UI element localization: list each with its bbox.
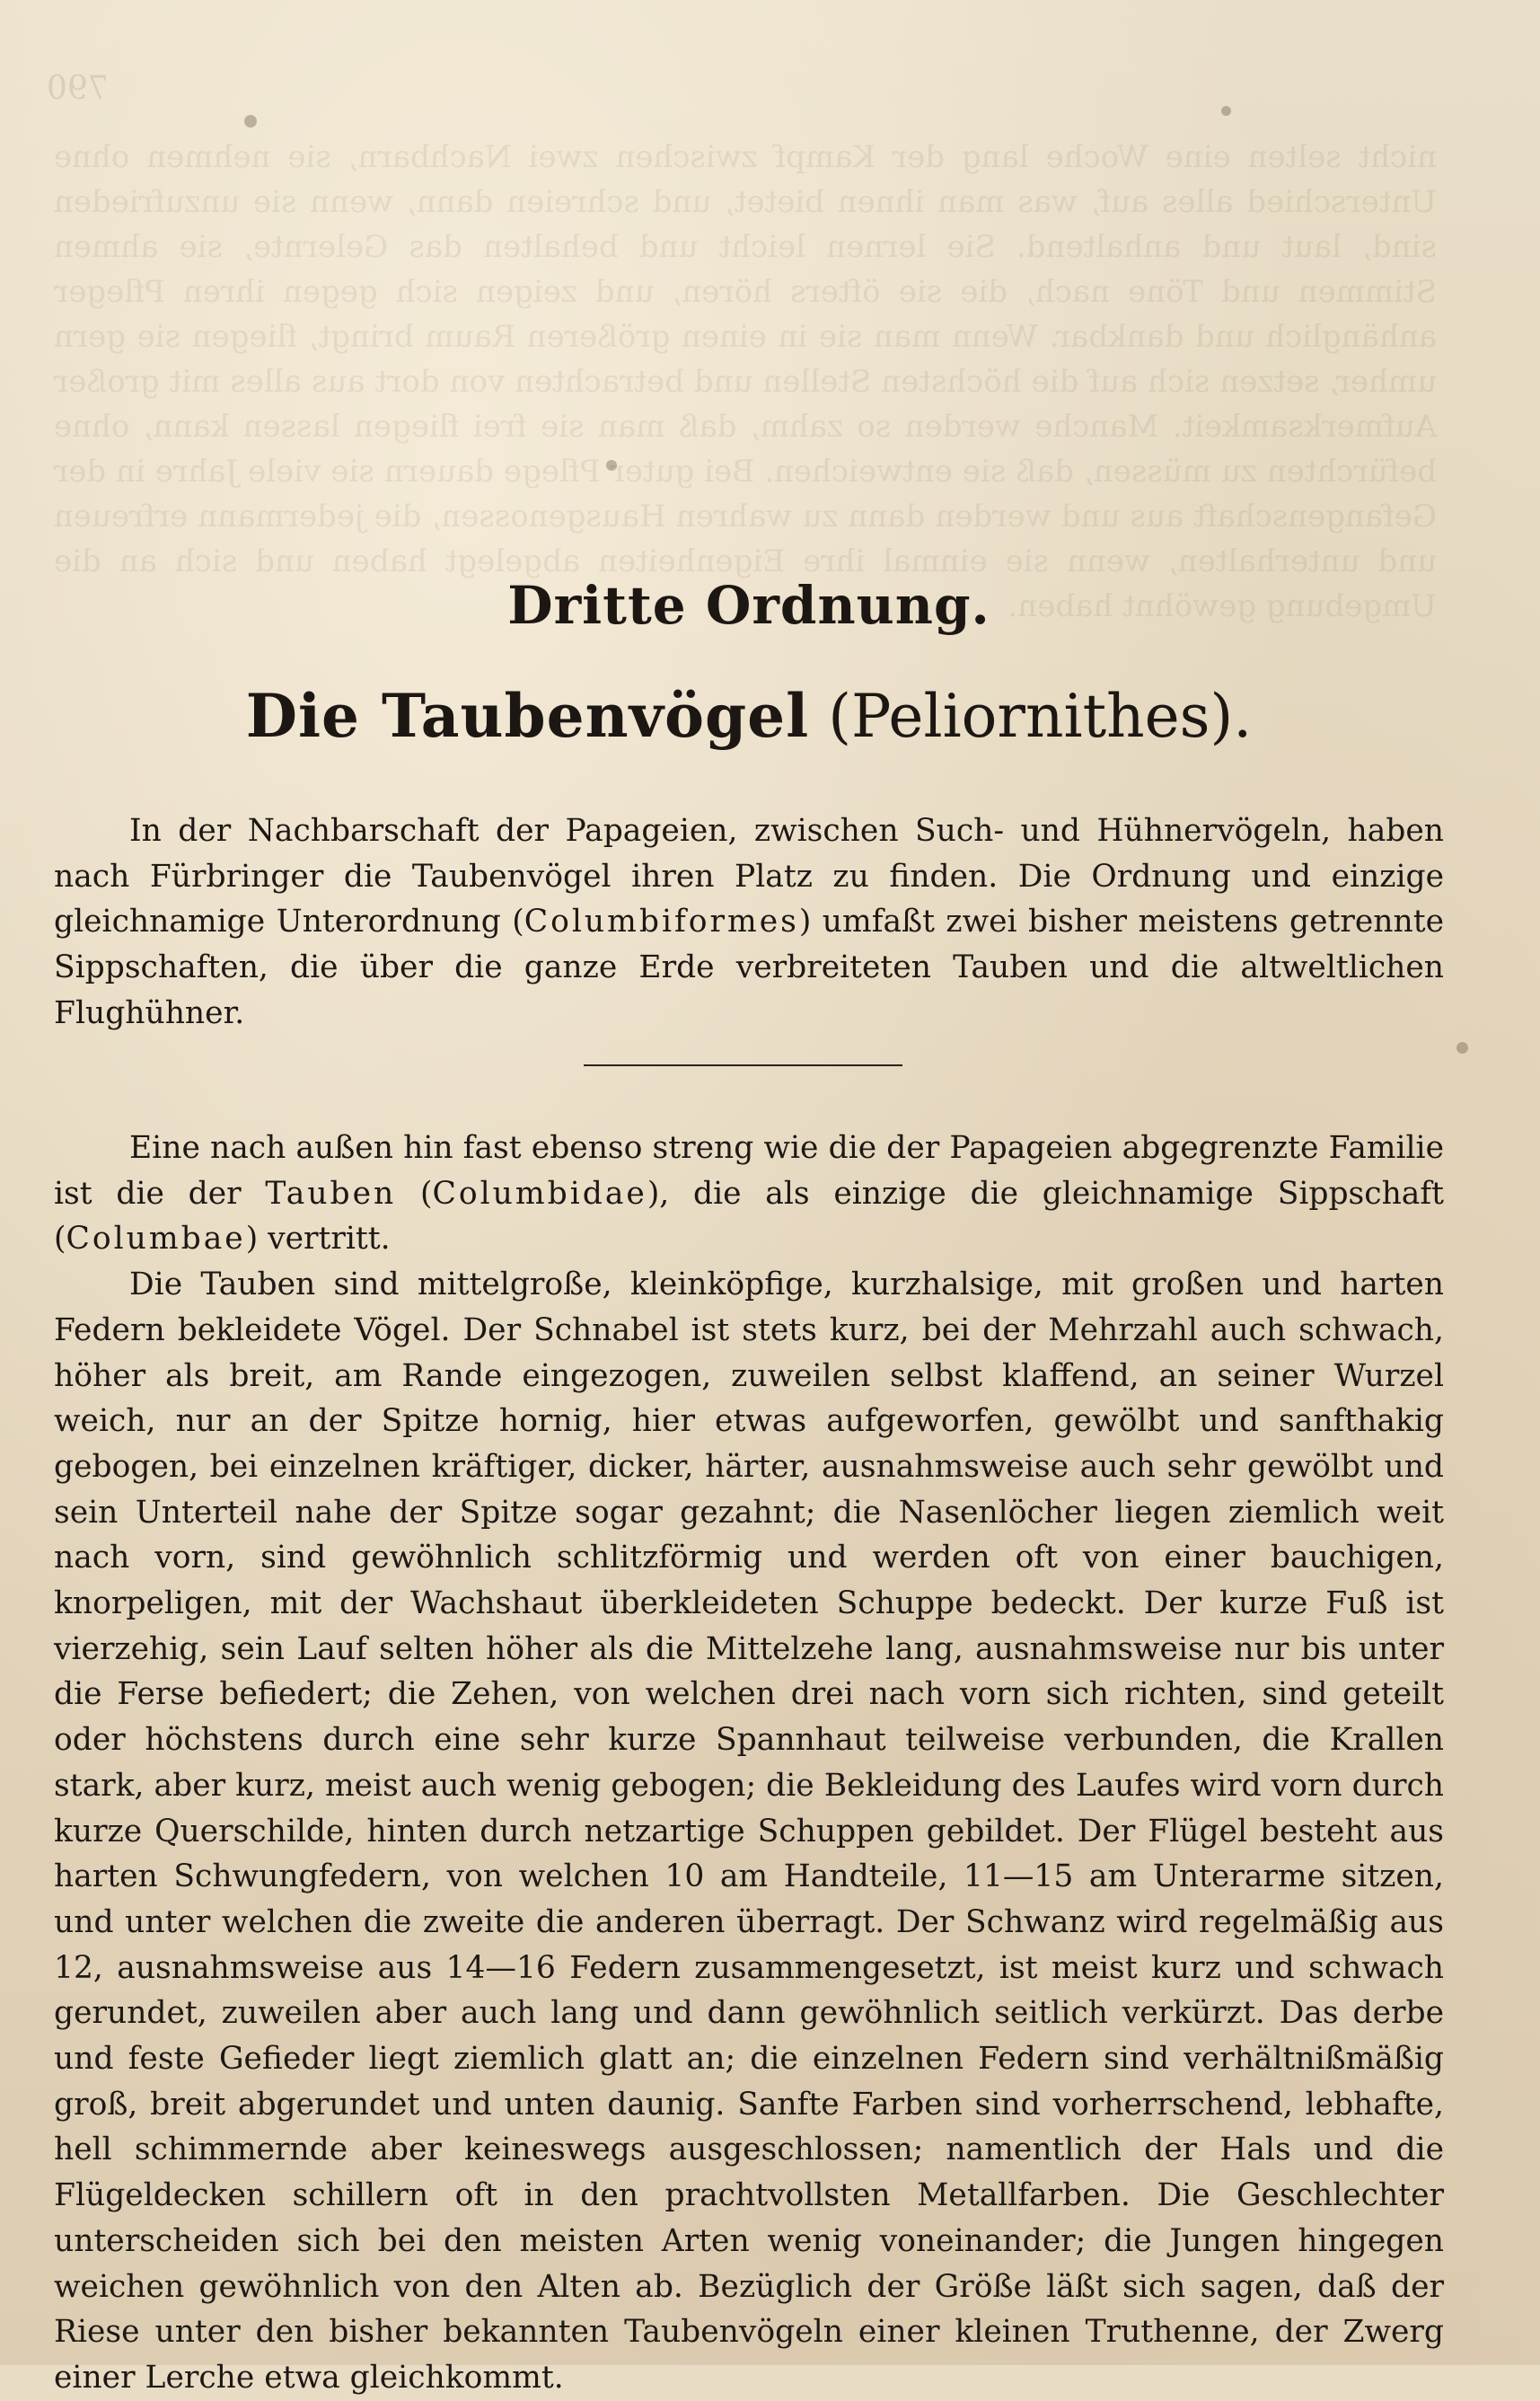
intro-text-1: In der Nachbarschaft der Papageien, zwischen Such- und Hühnervögeln, haben nach Fürbringer die Taubenvögel ihren Platz zu finden. Die Ordnung und einzige gleichnamige Unterordnung (: [54, 813, 1444, 940]
order-heading: Dritte Ordnung.: [507, 575, 990, 636]
family-text-4: ) vertritt.: [245, 1221, 391, 1258]
family-heading-latin: (Peliornithes).: [828, 682, 1253, 751]
family-latin-name-1: Columbidae: [432, 1175, 647, 1212]
family-text-2: (: [396, 1175, 433, 1212]
family-spaced-word: Tauben: [265, 1175, 397, 1212]
intro-text-2: ) umfaßt zwei bisher meistens getrennte Sippschaften, die über die ganze Erde verbreiteten Tauben und die altweltlichen Flughühner.: [54, 904, 1445, 1031]
paper-spot: [244, 115, 257, 128]
family-latin-name-2: Columbae: [66, 1221, 246, 1258]
family-heading: [54, 681, 1444, 751]
family-description: [54, 1125, 1444, 2401]
bleed-through-text: nicht selten eine Woche lang der Kampf zwischen zwei Nachbarn, sie nehmen ohne Unterschied alles auf, was man ihnen bietet, und schreien dann, wenn sie unzufrieden sind, laut und anhaltend. Sie lernen leicht und behalten das Gelernte, sie ahmen Stimmen und Töne nach, die sie öfters hören, und zeigen sich gegen ihren Pfleger anhänglich und dankbar. Wenn man sie in einen größeren Raum bringt, fliegen sie gern umher, setzen sich auf die höchsten Stellen und betrachten von dort aus alles mit großer Aufmerksamkeit. Manche werden so zahm, daß man sie frei fliegen lassen kann, ohne befürchten zu müssen, daß sie entweichen. Bei guter Pflege dauern sie viele Jahre in der Gefangenschaft aus und werden dann zu wahren Hausgenossen, die jedermann erfreuen und unterhalten, wenn sie einmal ihre Eigenheiten abgelegt haben und sich an die Umgebung gewöhnt haben.: [54, 139, 1437, 624]
family-text-3: ), die als einzige die gleichnamige Sippschaft (: [54, 1175, 1444, 1258]
paper-spot: [1456, 1042, 1468, 1054]
paper-spot: [1221, 106, 1231, 116]
description-paragraph: Die Tauben sind mittelgroße, kleinköpfige, kurzhalsige, mit großen und harten Federn bekleidete Vögel. Der Schnabel ist stets kurz, bei der Mehrzahl auch schwach, höher als breit, am Rande eingezogen, zuweilen selbst klaffend, an seiner Wurzel weich, nur an der Spitze hornig, hier etwas aufgeworfen, gewölbt und sanfthakig gebogen, bei einzelnen kräftiger, dicker, härter, ausnahmsweise auch sehr gewölbt und sein Unterteil nahe der Spitze sogar gezahnt; die Nasenlöcher liegen ziemlich weit nach vorn, sind gewöhnlich schlitzförmig und werden oft von einer bauchigen, knorpeligen, mit der Wachshaut überkleideten Schuppe bedeckt. Der kurze Fuß ist vierzehig, sein Lauf selten höher als die Mittelzehe lang, ausnahmsweise nur bis unter die Ferse befiedert; die Zehen, von welchen drei nach vorn sich richten, sind geteilt oder höchstens durch eine sehr kurze Spannhaut teilweise verbunden, die Krallen stark, aber kurz, meist auch wenig gebogen; die Bekleidung des Laufes wird vorn durch kurze Querschilde, hinten durch netzartige Schuppen gebildet. Der Flügel besteht aus harten Schwungfedern, von welchen 10 am Handteile, 11—15 am Unterarme sitzen, und unter welchen die zweite die anderen überragt. Der Schwanz wird regelmäßig aus 12, ausnahmsweise aus 14—16 Federn zusammengesetzt, ist meist kurz und schwach gerundet, zuweilen aber auch lang und dann gewöhnlich seitlich verkürzt. Das derbe und feste Gefieder liegt ziemlich glatt an; die einzelnen Federn sind verhältnißmäßig groß, breit abgerundet und unten daunig. Sanfte Farben sind vorherrschend, lebhafte, hell schimmernde aber keineswegs ausgeschlossen; namentlich der Hals und die Flügeldecken schillern oft in den prachtvollsten Metallfarben. Die Geschlechter unterscheiden sich bei den meisten Arten wenig voneinander; die Jungen hingegen weichen gewöhnlich von den Alten ab. Bezüglich der Größe läßt sich sagen, daß der Riese unter den bisher bekannten Taubenvögeln einer kleinen Truthenne, der Zwerg einer Lerche etwa gleichkommt.: [54, 1267, 1444, 2396]
section-divider: [584, 1064, 902, 1066]
intro-paragraph: [54, 808, 1444, 1037]
intro-latin-name: Columbiformes: [524, 904, 799, 940]
bleed-through-page-number: 790: [47, 70, 109, 107]
family-paragraph: [54, 1125, 1444, 1262]
family-heading-german: Die Taubenvögel: [245, 681, 810, 751]
paper-spot: [606, 460, 617, 471]
family-text-1: Eine nach außen hin fast ebenso streng wie die der Papageien abgegrenzte Familie ist die der: [54, 1130, 1444, 1212]
